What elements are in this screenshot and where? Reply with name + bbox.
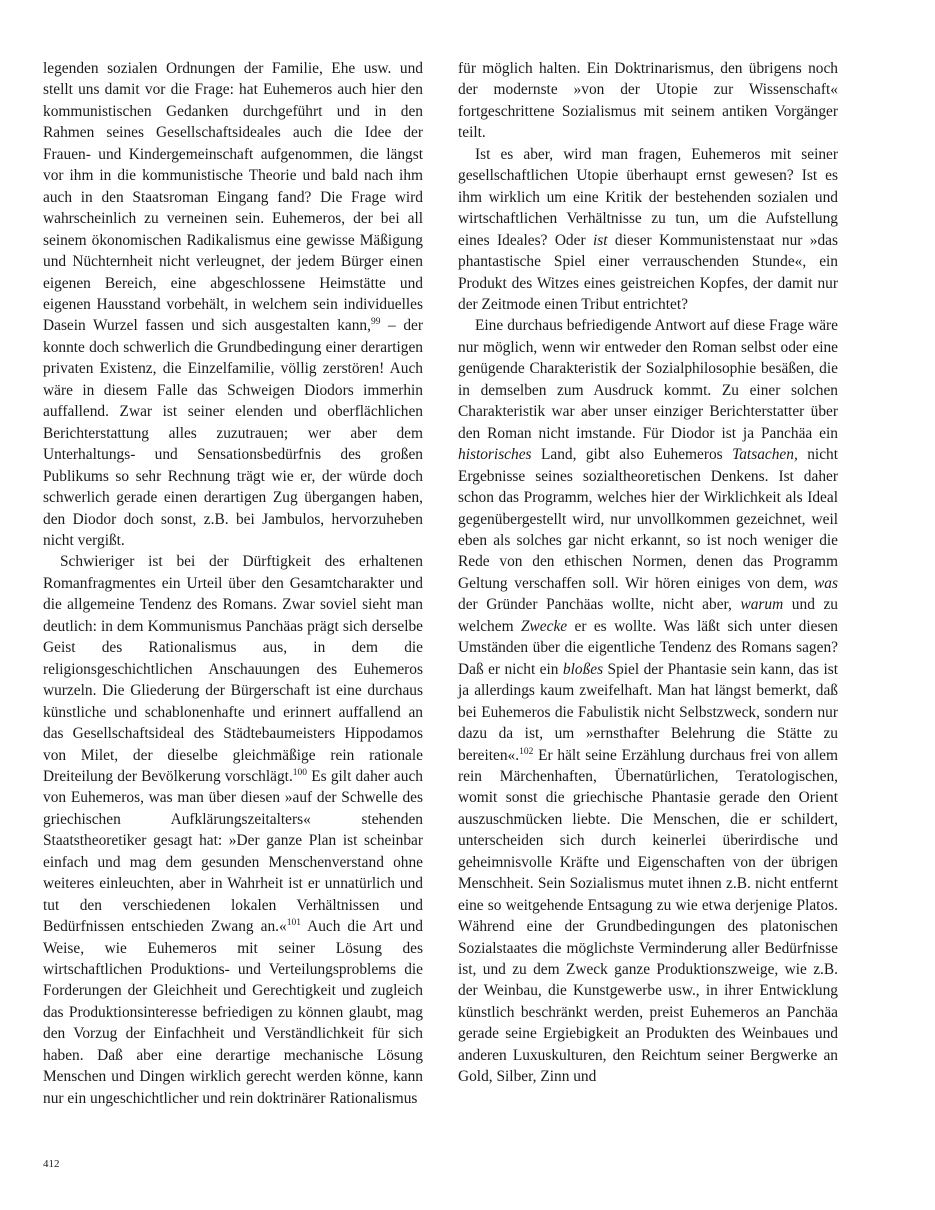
text-run: Es gilt daher auch von Euhemeros, was man über diesen »auf der Schwelle des griechischen Aufklärungszeitalters« stehenden Staatstheoretiker gesagt hat: »Der ganze Plan ist scheinbar einfach und mag dem gesunden Menschenverstand ohne weiteres einleuchten, aber in Wahrheit ist er unnatürlich und tut den verschiedenen lokalen Verhältnissen und Bedürfnissen entschieden Zwang an.«: [43, 767, 423, 936]
footnote-ref: 101: [286, 918, 301, 929]
paragraph: [43, 551, 423, 1109]
paragraph: [458, 315, 838, 1087]
emphasis: historisches: [458, 446, 532, 464]
text-run: der Gründer Panchäas wollte, nicht aber,: [458, 596, 741, 614]
paragraph: [458, 144, 838, 316]
footnote-ref: 100: [292, 767, 308, 778]
text-run: Land, gibt also Euhemeros: [531, 446, 733, 464]
emphasis: was: [814, 574, 838, 592]
text-run: für möglich halten. Ein Doktrinarismus, den übrigens noch der modernste »von der Utopie zur Wissenschaft« fortgeschrittene Sozialismus mit seinem antiken Vorgänger teilt.: [458, 60, 838, 142]
text-run: Ist es aber, wird man fragen, Euhemeros mit seiner gesellschaftlichen Utopie überhaupt ernst gewesen? Ist es ihm wirklich um eine Kritik der bestehenden sozialen und wirtschaftlichen Verhältnisse zu tun, um die Aufstellung eines Ideales? Oder: [458, 145, 838, 249]
emphasis: bloßes: [562, 660, 604, 678]
left-column: [43, 58, 423, 1109]
text-run: Er hält seine Erzählung durchaus frei von allem rein Märchenhaften, Übernatürlichen, Teratologischen, womit sonst die griechische Phantasie gerade den Orient auszuschmücken liebte. Die Menschen, die er schildert, unterscheiden sich durch keinerlei überirdische und geheimnisvolle Kräfte und Eigenschaften von der übrigen Menschheit. Sein Sozialismus mutet ihnen z.B. nicht entfernt eine so weitgehende Entsagung zu wie etwa derjenige Platos. Während eine der Grundbedingungen des platonischen Sozialstaates die möglichste Verminderung aller Bedürfnisse ist, und zu dem Zweck ganze Produktionszweige, wie z.B. der Weinbau, die Kunstgewerbe usw., in ihrer Entwicklung künstlich beschränkt werden, preist Euhemeros an Panchäa gerade seine Ergiebigkeit an Produkten des Weinbaues und anderen Luxuskulturen, den Reichtum seiner Bergwerke an Gold, Silber, Zinn und: [458, 746, 838, 1086]
text-run: Schwieriger ist bei der Dürftigkeit des erhaltenen Romanfragmentes ein Urteil über den Gesamtcharakter und die allgemeine Tendenz des Romans. Zwar soviel sieht man deutlich: in dem Kommunismus Panchäas prägt sich derselbe Geist des Rationalismus aus, in dem die religionsgeschichtlichen Anschauungen des Euhemeros wurzeln. Die Gliederung der Bürgerschaft ist eine durchaus künstliche und schablonenhafte und erinnert auffallend an das Gesellschaftsideal des Städtebaumeisters Hippodamos von Milet, der dieselbe gleichmäßige rein rationale Dreiteilung der Bevölkerung vorschlägt.: [43, 553, 423, 785]
footnote-ref: 102: [519, 746, 534, 757]
emphasis: Tatsachen,: [732, 446, 798, 464]
paragraph: [458, 58, 838, 144]
text-run: dieser Kommunistenstaat nur »das phantastische Spiel einer verrauschenden Stunde«, ein Produkt des Witzes eines geistreichen Kopfes, der damit nur der Zeitmode einen Tribut entrichtet?: [458, 231, 838, 313]
emphasis: warum: [740, 596, 784, 614]
page-number: 412: [43, 1158, 60, 1170]
text-run: Auch die Art und Weise, wie Euhemeros mit seiner Lösung des wirtschaftlichen Produktions- und Verteilungsproblems die Forderungen der Gleichheit und Gerechtigkeit und zugleich das Produktionsinteresse befriedigen zu können glaubt, mag den Vorzug der Einfachheit und Verständlichkeit für sich haben. Daß aber eine derartige mechanische Lösung Menschen und Dingen wirklich gerecht werden könne, kann nur ein ungeschichtlicher und rein doktrinärer Rationalismus: [43, 918, 423, 1107]
text-run: er es wollte. Was läßt sich unter diesen Umständen über die eigentliche Tendenz des Romans sagen? Daß er nicht ein: [458, 617, 838, 678]
paragraph: [43, 58, 423, 551]
text-run: Spiel der Phantasie sein kann, das ist ja allerdings kaum zweifelhaft. Man hat längst bemerkt, daß bei Euhemeros die Fabulistik nicht Selbstzweck, sondern nur dazu da ist, um »ernsthafter Belehrung die Stätte zu bereiten«.: [458, 660, 838, 764]
text-run: Eine durchaus befriedigende Antwort auf diese Frage wäre nur möglich, wenn wir entweder den Roman selbst oder eine genügende Charakteristik der Sozialphilosophie besäßen, die in demselben zum Ausdruck kommt. Zu einer solchen Charakteristik war aber unser einziger Berichterstatter über den Roman nicht imstande. Für Diodor ist ja Panchäa ein: [458, 317, 838, 442]
footnote-ref: 99: [370, 317, 381, 328]
text-run: und zu welchem: [458, 596, 838, 635]
emphasis: ist: [592, 231, 608, 249]
text-run: nicht Ergebnisse seines sozialtheoretischen Denkens. Ist daher schon das Programm, welches hier der Wirklichkeit als Ideal gegenübergestellt wird, nur unvollkommen gezeichnet, weil eben als solches gar nicht erkannt, so ist noch weniger die Rede von den ethischen Normen, denen das Programm Geltung verschaffen soll. Wir hören einiges von dem,: [458, 446, 838, 592]
text-run: – der konnte doch schwerlich die Grundbedingung einer derartigen privaten Existenz, die Einzelfamilie, völlig zerstören! Auch wäre in diesem Falle das Schweigen Diodors immerhin auffallend. Zwar ist seiner elenden und oberflächlichen Berichterstattung alles zuzutrauen; wer aber dem Unterhaltungs- und Sensationsbedürfnis des großen Publikums so sehr Rechnung trägt wie er, der würde doch schwerlich gerade einen derartigen Zug übergangen haben, den Diodor doch sonst, z.B. bei Jambulos, hervorzuheben nicht vergißt.: [43, 317, 423, 549]
emphasis: Zwecke: [520, 617, 568, 635]
right-column: [458, 58, 838, 1088]
text-run: legenden sozialen Ordnungen der Familie, Ehe usw. und stellt uns damit vor die Frage: hat Euhemeros auch hier den kommunistischen Gedanken durchgeführt und in den Rahmen seines Gesellschaftsideales auch die Idee der Frauen- und Kindergemeinschaft aufgenommen, die längst vor ihm in die kommunistische Theorie und bald nach ihm auch in den Staatsroman Eingang fand? Die Frage wird wahrscheinlich zu verneinen sein. Euhemeros, der bei all seinem ökonomischen Radikalismus eine gewisse Mäßigung und Nüchternheit nicht verleugnet, der jedem Bürger einen eigenen Bereich, eine abgeschlossene Heimstätte und eigenen Hausstand vorbehält, in welchem sein individuelles Dasein Wurzel fassen und sich ausgestalten kann,: [43, 60, 423, 335]
